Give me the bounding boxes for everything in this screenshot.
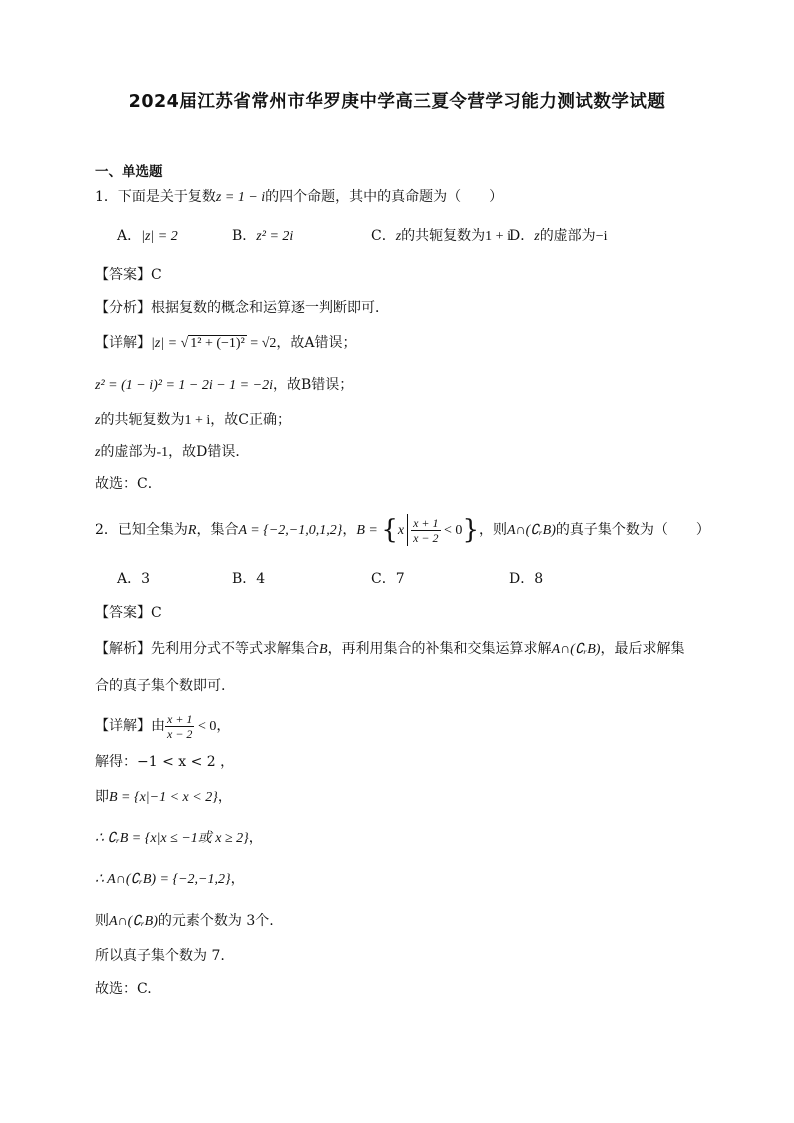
q2-answer-value: C xyxy=(151,605,162,621)
q2-analysis-text-a: 先利用分式不等式求解集合 xyxy=(151,641,319,657)
q2-stem-set-b-var: x xyxy=(397,523,405,538)
q1-detail-1-math-b: 1² + (−1)² xyxy=(190,336,245,351)
page-title: 2024届江苏省常州市华罗庚中学高三夏令营学习能力测试数学试题 xyxy=(128,92,666,112)
q1-option-c-var: z xyxy=(395,229,402,244)
q2-choose: 故选：C. xyxy=(95,981,152,997)
q2-detail-2: 解得：−1 < x < 2 ， xyxy=(95,754,235,770)
q1-option-d-text: 的虚部为 xyxy=(539,228,596,244)
q1-detail-4-math: -1 xyxy=(156,445,169,460)
q1-option-d-var: z xyxy=(534,229,540,244)
q1-option-a-label: A． xyxy=(117,228,142,244)
q1-option-d-math: −i xyxy=(595,229,608,244)
q1-detail-1-math-a: |z| = xyxy=(151,336,181,351)
question-2-stem: 2．已知全集为R，集合A = {−2,−1,0,1,2}，B = {x $\frac{x + 1}{x - 2}$ < 0}，则A∩(∁ᵣB)的真子集个数为（ ） xyxy=(95,515,710,545)
q1-detail-3 xyxy=(95,410,291,431)
q1-option-b-label: B． xyxy=(232,228,257,244)
q2-analysis-tag: 【解析】 xyxy=(95,641,151,657)
q2-detail-1 xyxy=(95,710,230,743)
q2-stem-text-c: ， xyxy=(342,522,357,538)
q1-detail-tag: 【详解】 xyxy=(95,335,151,351)
q1-answer-value: C xyxy=(151,267,162,283)
q2-stem-frac-num: x + 1 xyxy=(413,515,439,530)
q2-detail-5 xyxy=(95,869,245,890)
q2-stem-expr: A∩(∁ᵣB) xyxy=(506,523,556,538)
q1-option-b-math: z² = 2i xyxy=(256,229,294,244)
q1-stem-math: z = 1 − i xyxy=(215,190,266,205)
q1-answer-tag: 【答案】 xyxy=(95,267,151,283)
q2-detail-3-tail: ， xyxy=(217,789,232,805)
q2-answer-tag: 【答案】 xyxy=(95,605,151,621)
q1-detail-3-math: 1 + i xyxy=(184,413,211,428)
q2-detail-7: 所以真子集个数为 7. xyxy=(95,948,225,964)
q1-detail-2-math: z² = (1 − i)² = 1 − 2i − 1 = −2i xyxy=(95,378,273,393)
q2-option-c: C．7 xyxy=(371,571,405,587)
q2-analysis-line-2: 合的真子集个数即可. xyxy=(95,678,226,694)
q1-detail-1-text: ，故A错误； xyxy=(276,335,357,351)
q1-detail-3-text: 的共轭复数为 xyxy=(100,412,185,428)
q1-option-c-label: C． xyxy=(371,228,396,244)
q2-detail-3-text: 即 xyxy=(95,789,109,805)
q2-detail-5-tail: ， xyxy=(230,871,245,887)
q2-detail-1-text: 由 xyxy=(151,718,165,734)
q2-detail-3-math: B = {x|−1 < x < 2} xyxy=(109,790,218,805)
q1-analysis xyxy=(95,298,389,318)
q2-detail-6 xyxy=(95,911,274,932)
q1-option-b xyxy=(232,226,293,247)
q2-stem-lt: < 0 xyxy=(440,523,463,538)
q2-detail-4-tail: ， xyxy=(248,830,263,846)
q1-stem-text-b: 的四个命题，其中的真命题为（ ） xyxy=(265,189,504,205)
q1-detail-4-var: z xyxy=(95,445,101,460)
q2-stem-frac-den: x − 2 xyxy=(413,530,439,545)
q2-stem-set-b-pre: B = xyxy=(356,523,382,538)
q2-detail-5-math: ∴ A∩(∁ᵣB) = {−2,−1,2} xyxy=(95,872,231,887)
q2-detail-1-den: x − 2 xyxy=(167,726,193,741)
q1-detail-1-math-c: = √2 xyxy=(246,336,277,351)
q2-detail-6-text: 则 xyxy=(95,913,109,929)
q1-option-a-math: |z| = 2 xyxy=(141,229,178,244)
q2-detail-1-tail: < 0， xyxy=(194,719,231,734)
q1-detail-4-tail: ，故D错误． xyxy=(168,444,250,460)
q2-stem-text-e: 的真子集个数为（ ） xyxy=(555,522,710,538)
q1-detail-3-var: z xyxy=(95,413,101,428)
q2-option-a: A．3 xyxy=(117,571,151,587)
q1-stem-text-a: 1．下面是关于复数 xyxy=(95,189,216,205)
q2-detail-4-math: ∴ ∁ᵣB = {x|x ≤ −1或 x ≥ 2} xyxy=(95,831,249,846)
q2-stem-text-d: ，则 xyxy=(478,522,507,538)
q1-detail-2 xyxy=(95,375,353,396)
q2-option-b: B．4 xyxy=(232,571,266,587)
q2-detail-6-math: A∩(∁ᵣB) xyxy=(109,914,158,929)
q1-option-c-text: 的共轭复数为 xyxy=(401,228,486,244)
question-1-stem xyxy=(95,187,503,208)
q2-stem-text-a: 2．已知全集为 xyxy=(95,522,188,538)
section-heading: 一、单选题 xyxy=(95,164,163,180)
q1-analysis-text: 根据复数的概念和运算逐一判断即可． xyxy=(151,300,389,316)
q1-option-a xyxy=(117,226,178,247)
q1-choose: 故选：C． xyxy=(95,476,162,492)
q2-detail-6-tail: 的元素个数为 3个. xyxy=(157,913,274,929)
q2-stem-set-a: A = {−2,−1,0,1,2} xyxy=(238,523,343,538)
q2-analysis-text-c: ，最后求解集 xyxy=(600,641,685,657)
q2-analysis-text-b: ，再利用集合的补集和交集运算求解 xyxy=(327,641,552,657)
q2-stem-text-b: ，集合 xyxy=(196,522,239,538)
q2-stem-r: R xyxy=(187,523,197,538)
q1-option-d xyxy=(509,226,607,247)
q2-analysis-expr: A∩(∁ᵣB) xyxy=(551,642,601,657)
q1-option-c xyxy=(371,226,511,247)
q2-analysis-line-1 xyxy=(95,639,684,660)
q2-detail-3 xyxy=(95,787,232,808)
q1-detail-4-text: 的虚部为 xyxy=(100,444,157,460)
q1-analysis-tag: 【分析】 xyxy=(95,300,151,316)
q1-detail-4 xyxy=(95,442,249,463)
q1-option-d-label: D． xyxy=(509,228,535,244)
q1-detail-2-text: ，故B错误； xyxy=(272,377,354,393)
q2-detail-tag: 【详解】 xyxy=(95,718,151,734)
q1-answer xyxy=(95,265,162,285)
q2-detail-4 xyxy=(95,828,263,849)
q1-detail-1: 【详解】|z| = √ 1² + (−1)² = √2，故A错误； xyxy=(95,335,357,351)
q2-analysis-b: B xyxy=(319,642,328,657)
q2-detail-1-num: x + 1 xyxy=(167,711,193,726)
q2-option-d: D．8 xyxy=(509,571,544,587)
q2-answer xyxy=(95,603,162,623)
q1-detail-3-tail: ，故C正确； xyxy=(210,412,291,428)
q1-option-c-math: 1 + i xyxy=(485,229,511,244)
